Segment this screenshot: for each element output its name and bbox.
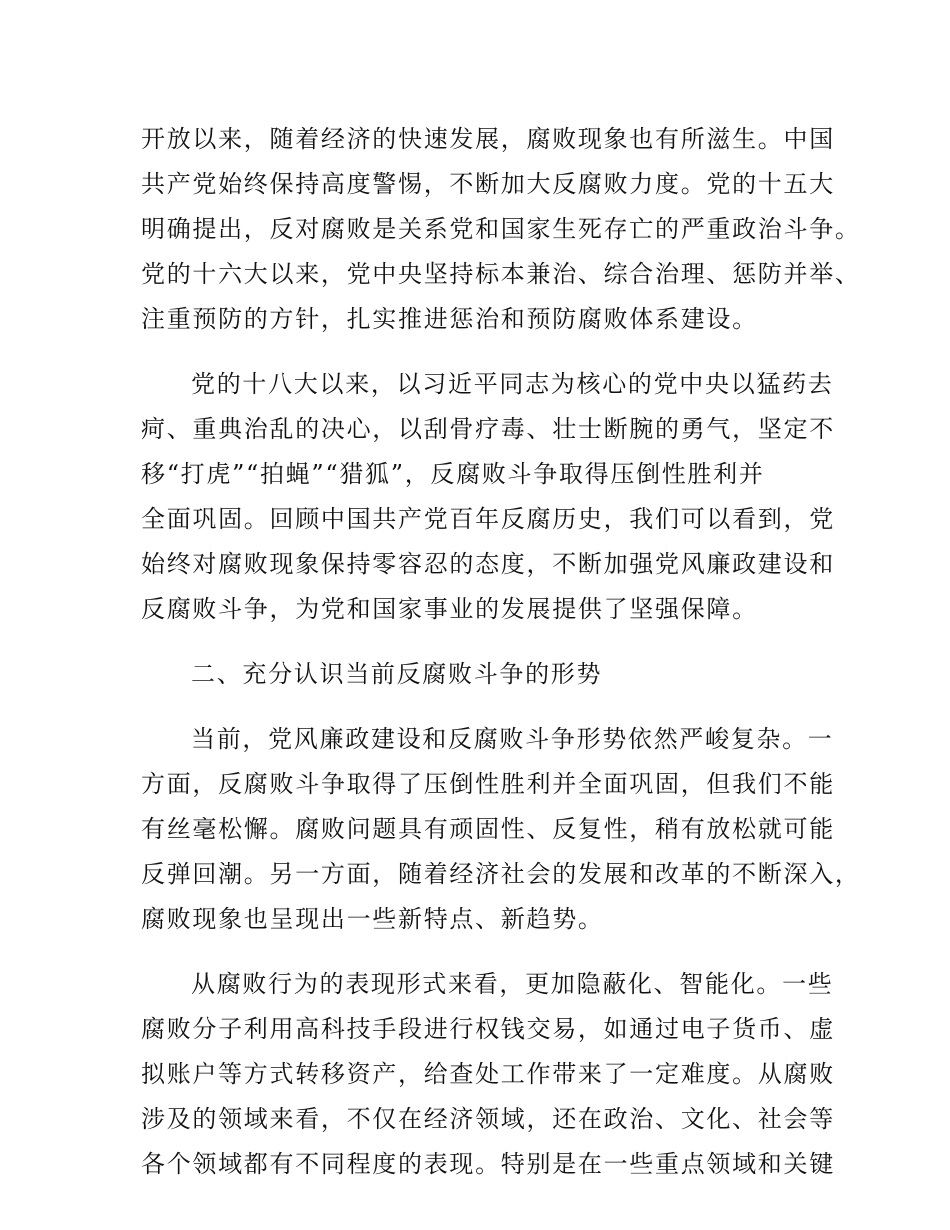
text-line: 明确提出，反对腐败是关系党和国家生死存亡的严重政治斗争。: [141, 215, 861, 243]
text-line: 全面巩固。回顾中国共产党百年反腐历史，我们可以看到，党: [141, 505, 835, 533]
document-body: [141, 117, 861, 1207]
text-line: 从腐败行为的表现形式来看，更加隐蔽化、智能化。一些: [191, 970, 834, 998]
paragraph-2: [141, 362, 835, 632]
text-line: 党的十六大以来，党中央坚持标本兼治、综合治理、惩防并举、: [141, 260, 861, 288]
text-line: 共产党始终保持高度警惕，不断加大反腐败力度。党的十五大: [141, 170, 835, 198]
paragraph-1: [141, 117, 861, 342]
heading-text: 二、充分认识当前反腐败斗争的形势: [191, 660, 603, 688]
text-line: 各个领域都有不同程度的表现。特别是在一些重点领域和关键: [141, 1150, 835, 1178]
text-line: 注重预防的方针，扎实推进惩治和预防腐败体系建设。: [141, 305, 758, 333]
text-line: 党的十八大以来，以习近平同志为核心的党中央以猛药去: [191, 370, 834, 398]
text-line: 当前，党风廉政建设和反腐败斗争形势依然严峻复杂。一: [191, 725, 834, 753]
text-line: 方面，反腐败斗争取得了压倒性胜利并全面巩固，但我们不能: [141, 770, 835, 798]
paragraph-4: [141, 962, 835, 1187]
text-line: 腐败分子利用高科技手段进行权钱交易，如通过电子货币、虚: [141, 1015, 835, 1043]
section-heading: [141, 652, 821, 697]
paragraph-3: [141, 717, 861, 942]
text-line: 移“打虎”“拍蝇”“猎狐”，反腐败斗争取得压倒性胜利并: [141, 460, 765, 488]
text-line: 腐败现象也呈现出一些新特点、新趋势。: [141, 905, 604, 933]
text-line: 始终对腐败现象保持零容忍的态度，不断加强党风廉政建设和: [141, 550, 835, 578]
text-line: 疴、重典治乱的决心，以刮骨疗毒、壮士断腕的勇气，坚定不: [141, 415, 835, 443]
text-line: 开放以来，随着经济的快速发展，腐败现象也有所滋生。中国: [141, 125, 835, 153]
text-line: 有丝毫松懈。腐败问题具有顽固性、反复性，稍有放松就可能: [141, 815, 835, 843]
text-line: 涉及的领域来看，不仅在经济领域，还在政治、文化、社会等: [141, 1105, 835, 1133]
text-line: 反弹回潮。另一方面，随着经济社会的发展和改革的不断深入，: [141, 860, 861, 888]
text-line: 拟账户等方式转移资产，给查处工作带来了一定难度。从腐败: [141, 1060, 835, 1088]
text-line: 反腐败斗争，为党和国家事业的发展提供了坚强保障。: [141, 595, 758, 623]
